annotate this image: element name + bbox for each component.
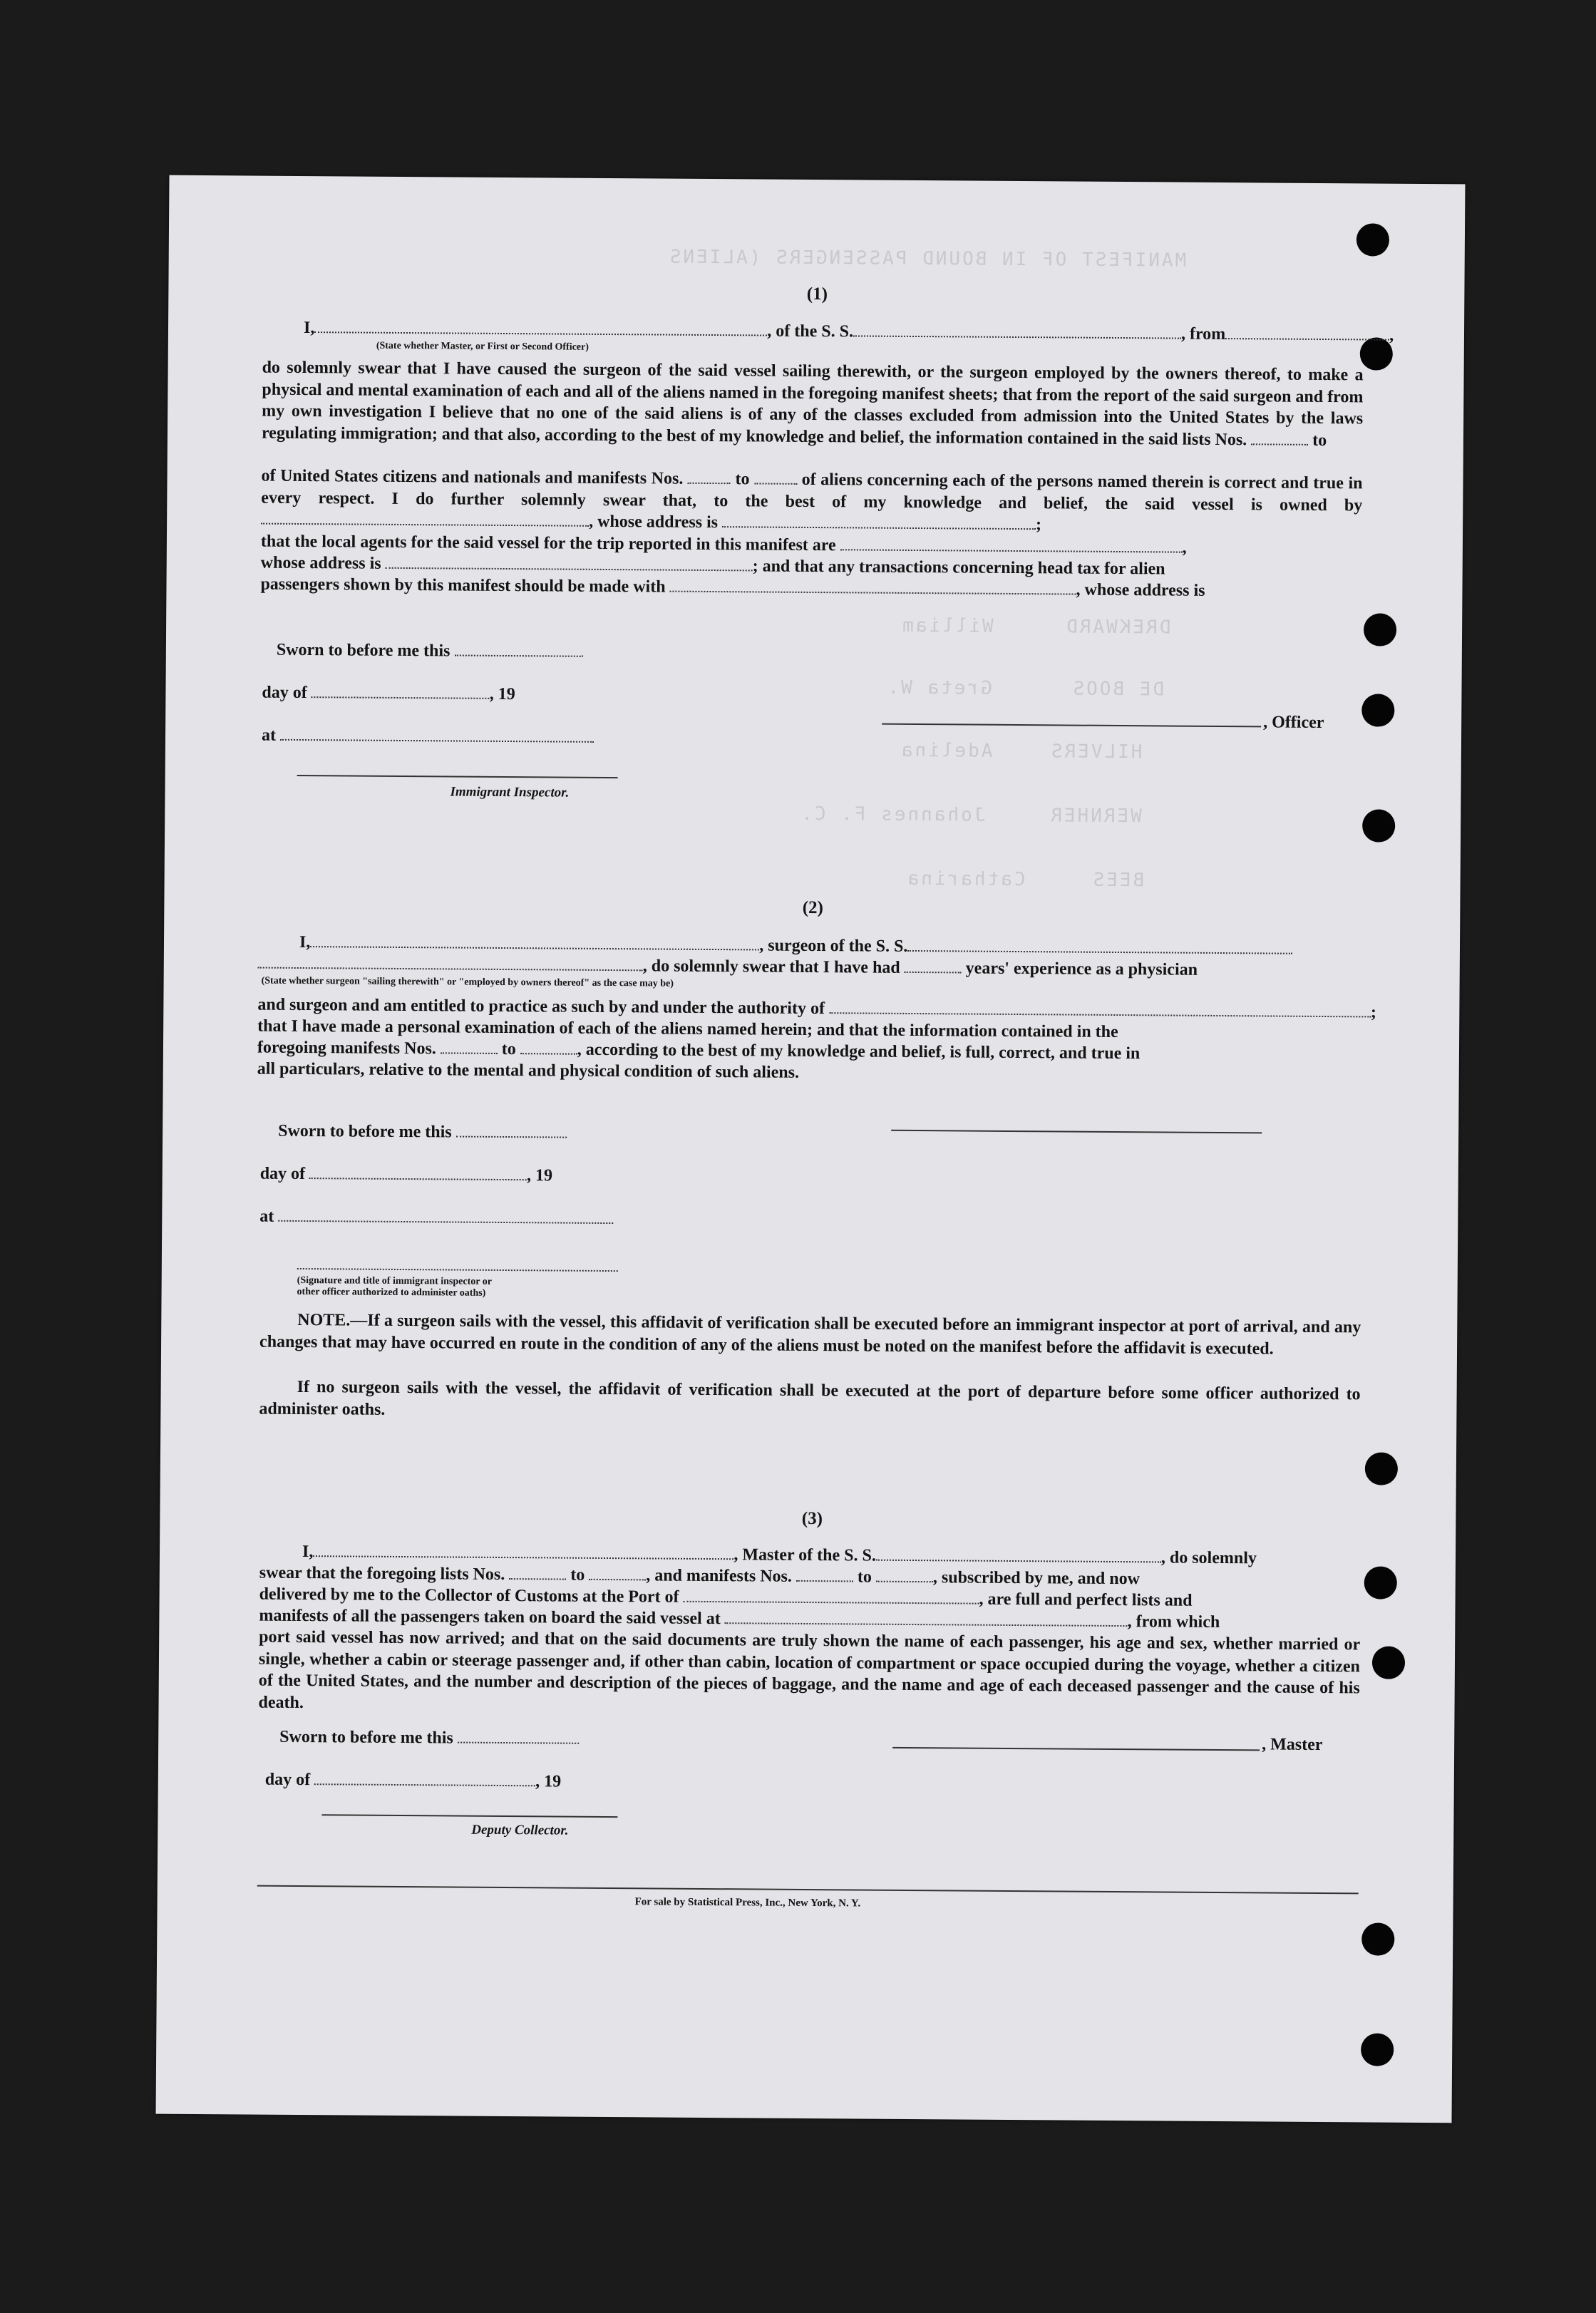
- punch-hole: [1364, 613, 1396, 646]
- s3-paragraph: port said vessel has now arrived; and that on the said documents are truly shown the name of each passenger, his age and sex, whether married or single, whether a cabin or steerage passenger and, if other than cabin, location of compartment or space occupied during the voyage, whether a citizen of the United States, and the number and description of the pieces of baggage, and the name and age of each deceased passenger and the cause of his death.: [258, 1627, 1361, 1712]
- bleed-surname: WERNHER: [1049, 805, 1142, 828]
- s3-day: day of , 19: [264, 1770, 562, 1791]
- s3-line2: swear that the foregoing lists Nos. to , and manifests Nos. to , subscribed by me, and now: [259, 1563, 1141, 1589]
- s1-line-headtax: passengers shown by this manifest should be made with , whose address is: [260, 575, 1205, 600]
- s1-at: at: [262, 725, 594, 748]
- inspector-signature-line: [297, 1268, 618, 1272]
- note-paragraph-1: NOTE.—If a surgeon sails with the vessel, this affidavit of verification shall be executed before an immigrant inspector at port of arrival, and any changes that may have occurred en route in the condition of any of the aliens must be noted on the manifest before the affidavit is executed.: [259, 1310, 1361, 1359]
- bleed-header: MANIFEST OF IN BOUND PASSENGERS (ALIENS: [667, 246, 1187, 272]
- sig-note-2: other officer authorized to administer oaths): [297, 1286, 486, 1299]
- bleed-given: Johannes F. C.: [799, 803, 986, 826]
- officer-signature-line: [882, 723, 1261, 728]
- surgeon-signature-line: [891, 1130, 1262, 1134]
- punch-hole: [1361, 2033, 1394, 2066]
- bleed-given: Adelina: [899, 739, 993, 762]
- s2-at: at: [259, 1206, 613, 1230]
- s1-oath-paragraph: do solemnly swear that I have caused the surgeon of the said vessel sailing therewith, or the surgeon employed by the owners thereof, to make a physical and mental examination of each and all of the aliens named in the foregoing manifest sheets; that from the report of the said surgeon and from my own investigation I believe that no one of the said aliens is of any of the classes excluded from admission into the United States by the laws regulating immigration; and that also, according to the best of my knowledge and belief, the information contained in the said lists Nos. to: [261, 358, 1364, 450]
- officer-label: , Officer: [1263, 713, 1324, 733]
- master-signature-line: [892, 1747, 1260, 1751]
- section-number: (2): [802, 897, 824, 918]
- s3-line3: delivered by me to the Collector of Customs at the Port of , are full and perfect lists and: [259, 1585, 1193, 1610]
- punch-hole: [1361, 1922, 1394, 1955]
- section-number: (3): [801, 1508, 823, 1529]
- s2-line4: that I have made a personal examination of each of the aliens named herein; and that the information contained in the: [257, 1016, 1118, 1042]
- collector-signature-line: [321, 1814, 617, 1818]
- s2-line6: all particulars, relative to the mental and physical condition of such aliens.: [257, 1059, 800, 1082]
- s2-day: day of , 19: [259, 1164, 553, 1185]
- s1-paragraph-2: of United States citizens and nationals and manifests Nos. to of aliens concerning each of the persons named therein is correct and true in every respect. I do further solemnly swear that, to the best of my knowledge and belief, the said vessel is owned by , whose address is ;: [261, 466, 1363, 535]
- section-number: (1): [806, 284, 828, 304]
- s1-line-agents: that the local agents for the said vessel for the trip reported in this manifest are ,: [260, 532, 1187, 557]
- s1-line-agents-address: whose address is ; and that any transactions concerning head tax for alien: [260, 553, 1165, 579]
- bleed-given: William: [900, 614, 994, 637]
- sig-note-1: (Signature and title of immigrant inspector or: [297, 1274, 492, 1287]
- footer-rule: [257, 1885, 1359, 1895]
- punch-hole: [1364, 1566, 1397, 1599]
- inspector-signature-line: [297, 775, 618, 778]
- s2-line1: I, , surgeon of the S. S.: [299, 932, 1293, 960]
- s1-sworn: Sworn to before me this: [277, 639, 583, 663]
- punch-hole: [1356, 223, 1389, 256]
- s2-line5: foregoing manifests Nos. to , according to the best of my knowledge and belief, is full, correct, and true in: [257, 1038, 1141, 1063]
- bleed-surname: BEES: [1091, 869, 1145, 892]
- inspector-caption: Immigrant Inspector.: [450, 784, 570, 800]
- master-label: , Master: [1262, 1735, 1323, 1755]
- punch-hole: [1361, 694, 1394, 726]
- printer-credit: For sale by Statistical Press, Inc., New York, N. Y.: [634, 1896, 861, 1910]
- s2-sworn: Sworn to before me this: [278, 1121, 567, 1144]
- s3-sworn: Sworn to before me this: [279, 1726, 579, 1750]
- s3-line4: manifests of all the passengers taken on board the said vessel at , from which: [259, 1606, 1220, 1632]
- bleed-given: Greta W.: [885, 676, 992, 699]
- note-paragraph-2: If no surgeon sails with the vessel, the affidavit of verification shall be executed at the port of departure before some officer authorized to administer oaths.: [259, 1377, 1361, 1419]
- s1-line1: I, , of the S. S. , from ,: [303, 319, 1394, 345]
- collector-caption: Deputy Collector.: [471, 1822, 569, 1838]
- master-note: (State whether Master, or First or Second Officer): [376, 340, 589, 353]
- bleed-surname: DE BOOS: [1071, 678, 1165, 701]
- s3-line1: I, , Master of the S. S. , do solemnly: [302, 1542, 1257, 1568]
- s2-line3: and surgeon and am entitled to practice as such by and under the authority of ;: [257, 995, 1377, 1022]
- punch-hole: [1365, 1452, 1398, 1485]
- surgeon-note: (State whether surgeon "sailing therewith" or "employed by owners thereof" as the case may be): [261, 975, 674, 989]
- manifest-back-page: [156, 175, 1466, 2123]
- punch-hole: [1372, 1647, 1405, 1679]
- bleed-given: Catharina: [905, 867, 1026, 891]
- punch-hole: [1362, 809, 1395, 842]
- s2-line2: , do solemnly swear that I have had years' experience as a physician: [258, 953, 1198, 981]
- s1-day: day of , 19: [262, 683, 515, 704]
- bleed-surname: DREKWARD: [1064, 616, 1171, 639]
- bleed-surname: HILVERS: [1049, 741, 1143, 763]
